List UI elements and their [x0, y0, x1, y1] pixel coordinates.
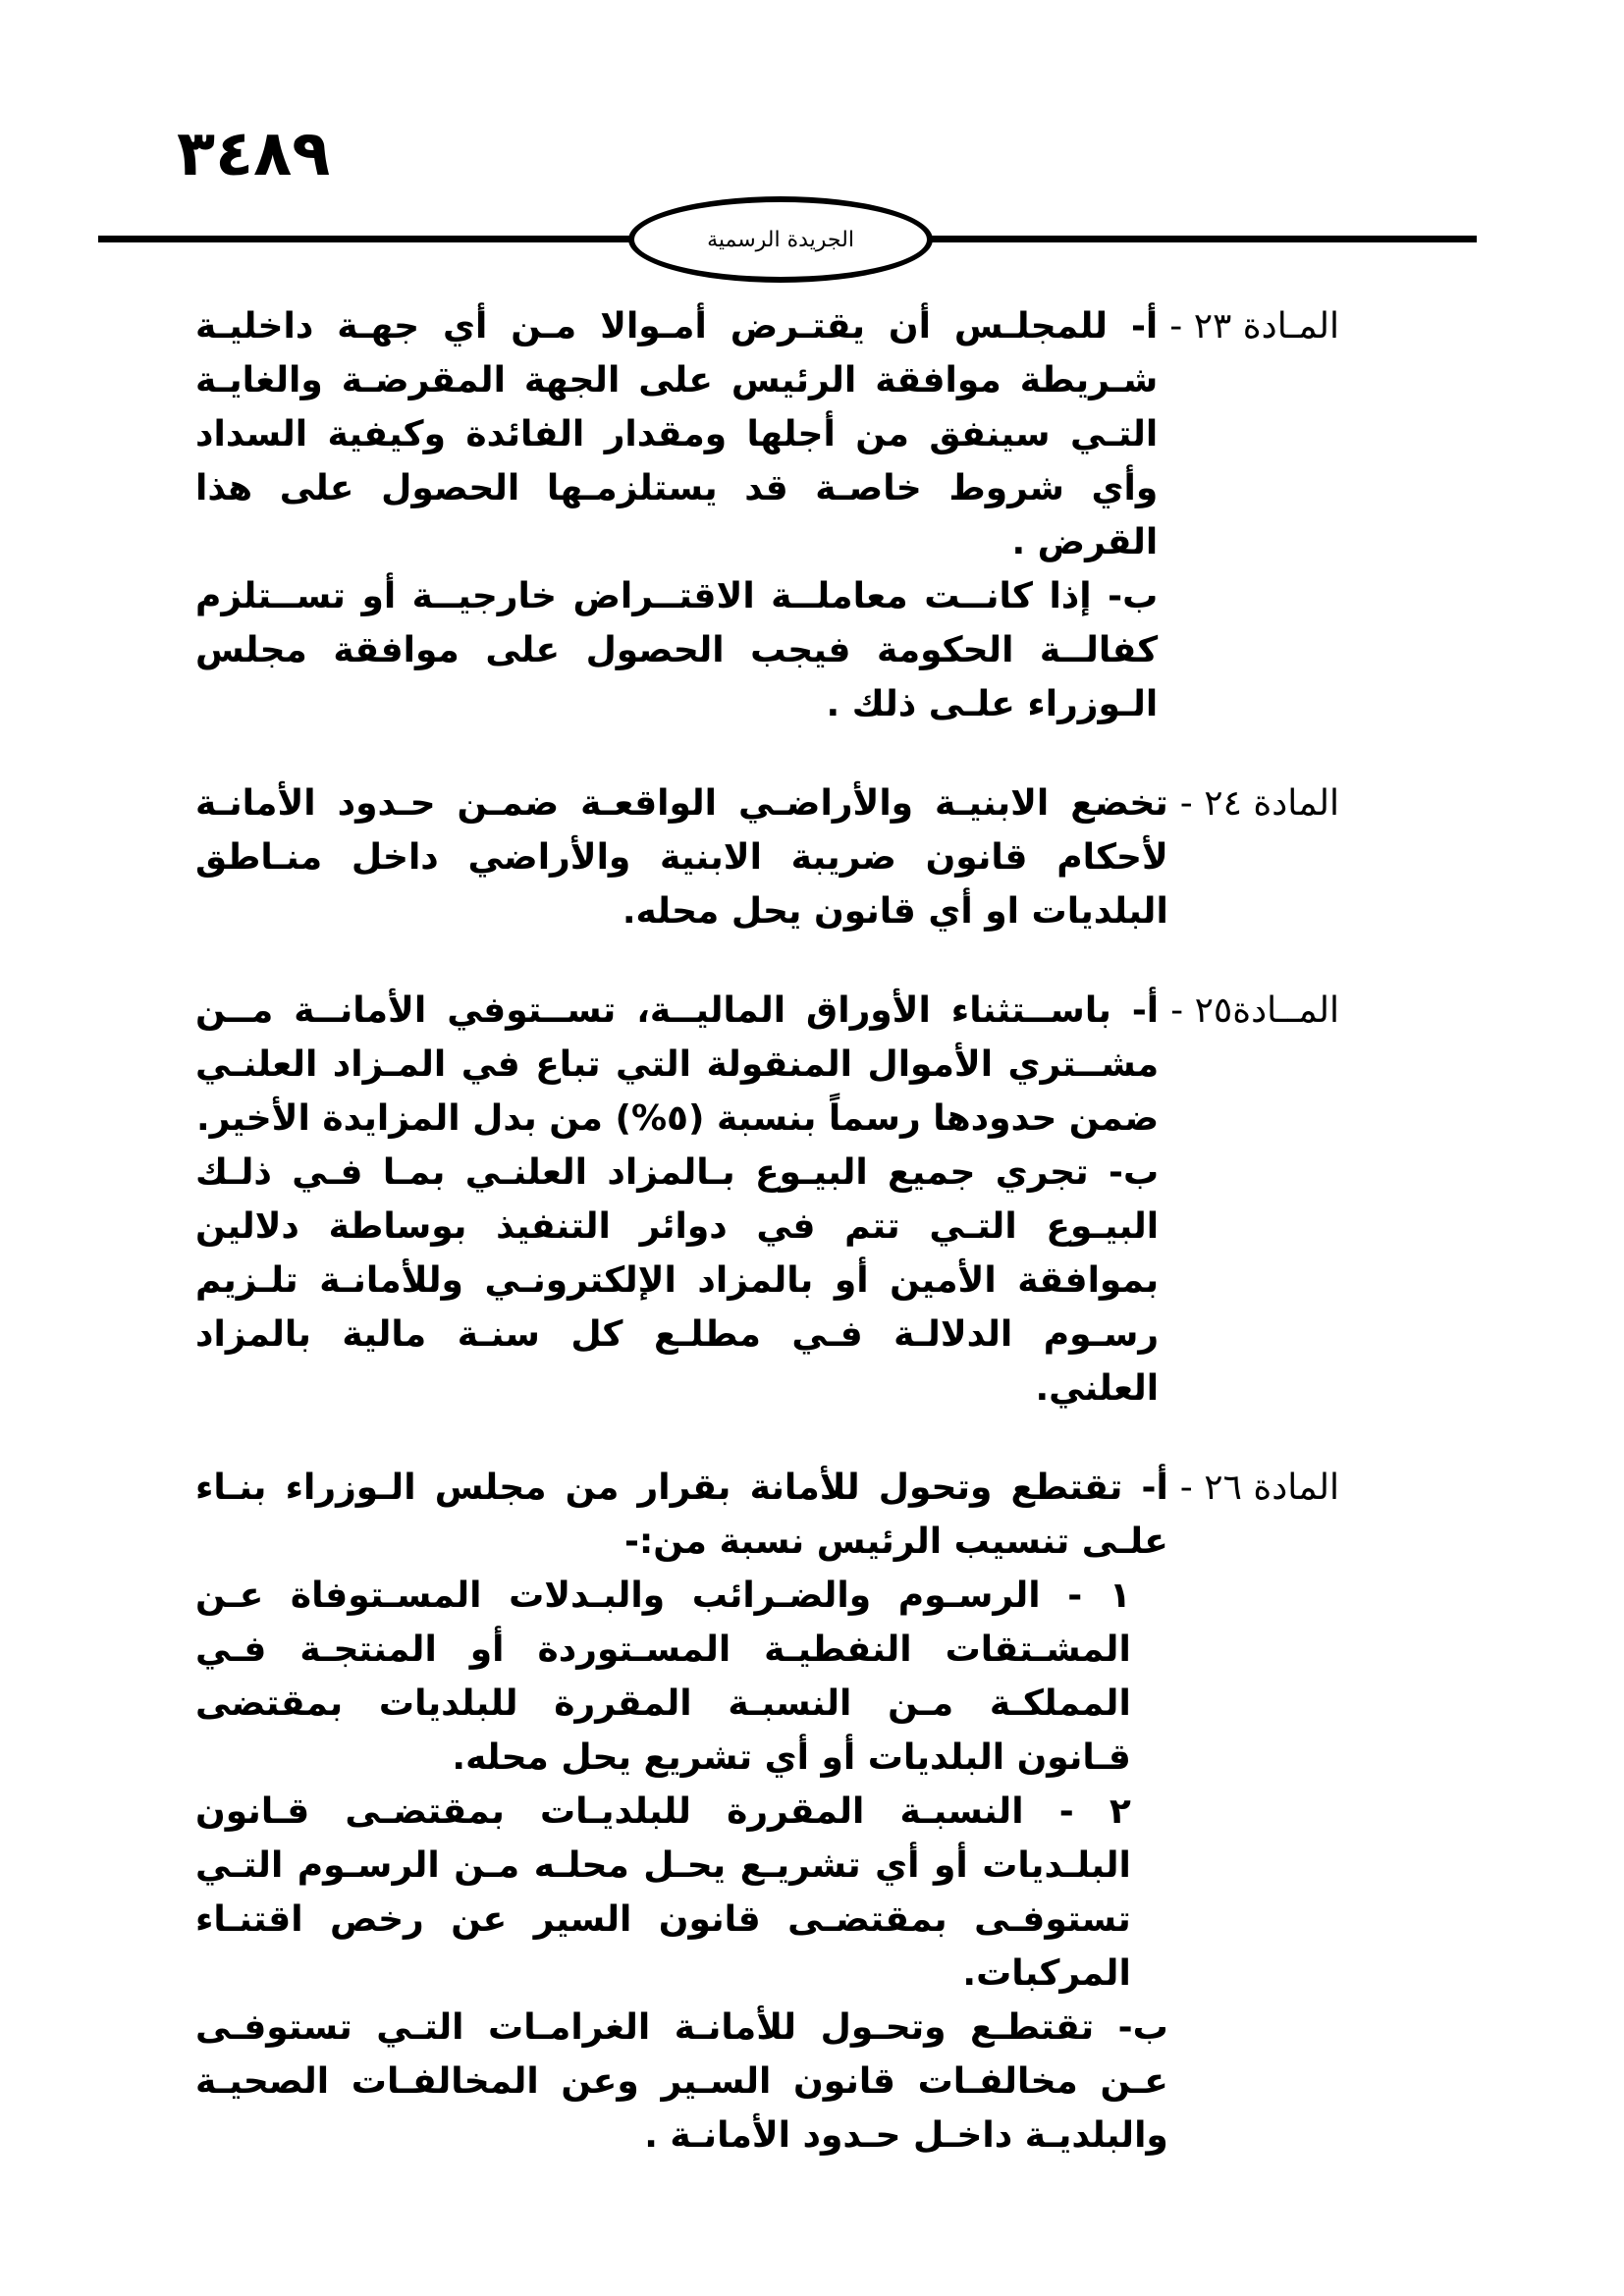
article-26-item-2: ٢ - النسبـة المقررة للبلديـات بمقتضـى قـانون البلـديات أو أي تشريـع يحـل محلـه مـن الرسـوم التـي تستوفـى بمقتضـى قانون السير عن رخص اقتنـاء المركبات. — [195, 1791, 1131, 1994]
article-label: المـادة ٢٣ - — [1169, 306, 1339, 347]
article-26-para-b: ب- تقتطـع وتحـول للأمانـة الغرامـات التـي تستوفـى عـن مخالفـات قانون السـير وعن المخالفـات الصحيـة والبلديـة داخـل حـدود الأمانـة . — [195, 2007, 1168, 2156]
article-26-item-1: ١ - الرسـوم والضـرائب والبـدلات المسـتوفاة عـن المشـتقات النفطيـة المسـتوردة أو المنتجـة فـي المملكـة مـن النسبـة المقررة للبلديات بمقتضى قـانون البلديات أو أي تشريع يحل محله. — [195, 1575, 1131, 1778]
article-23-para-a: أ- للمجلـس أن يقتـرض أمـوالا مـن أي جهـة داخليـة شـريطة موافقة الرئيس على الجهة المقرضـة والغايـة التـي سينفق من أجلها ومقدار الفائدة وكيفية السداد وأي شروط خاصـة قد يستلزمـها الحصول على هذا القرض . — [195, 306, 1159, 562]
article-24 — [195, 776, 1339, 938]
article-26 — [195, 1461, 1339, 2163]
article-25-para-a: أ- باســتثناء الأوراق الماليــة، تســتوفي الأمانــة مــن مشــتري الأموال المنقولة التي تباع في المـزاد العلنـي ضمن حدودها رسماً بنسبة (٥%) من بدل المزايدة الأخير. — [195, 990, 1160, 1139]
header-oval — [628, 196, 933, 283]
page-number: ٣٤٨٩ — [177, 118, 331, 190]
article-26-para-a: أ- تقتطع وتحول للأمانة بقرار من مجلس الـوزراء بنـاء علـى تنسيب الرئيس نسبة من:- — [195, 1468, 1168, 1562]
document-body — [195, 299, 1339, 2208]
article-25 — [195, 984, 1339, 1415]
gazette-title: الجريدة الرسمية — [707, 227, 854, 252]
article-23 — [195, 299, 1339, 731]
article-23-para-b: ب- إذا كانــت معاملــة الاقتــراض خارجيــة أو تســتلزم كفالــة الحكومة فيجب الحصول على موافقة مجلس الـوزراء علـى ذلك . — [195, 576, 1159, 724]
article-label: المادة ٢٤ - — [1179, 783, 1339, 824]
article-25-para-b: ب- تجري جميع البيـوع بـالمزاد العلنـي بمـا فـي ذلـك البيـوع التـي تتم في دوائر التنفيذ بوساطة دلالين بموافقة الأمين أو بالمزاد الإلكترونـي وللأمانـة تلـزيم رسـوم الدلالـة فـي مطلـع كل سنـة مالية بالمزاد العلني. — [195, 1152, 1160, 1409]
article-label: المادة ٢٦ - — [1179, 1468, 1339, 1508]
article-24-text: تخضع الابنيـة والأراضـي الواقعـة ضمـن حـدود الأمانـة لأحكام قانون ضريبة الابنية والأراضي داخل منـاطق البلديات او أي قانون يحل محله. — [195, 783, 1168, 932]
article-label: المــادة٢٥ - — [1170, 990, 1339, 1031]
